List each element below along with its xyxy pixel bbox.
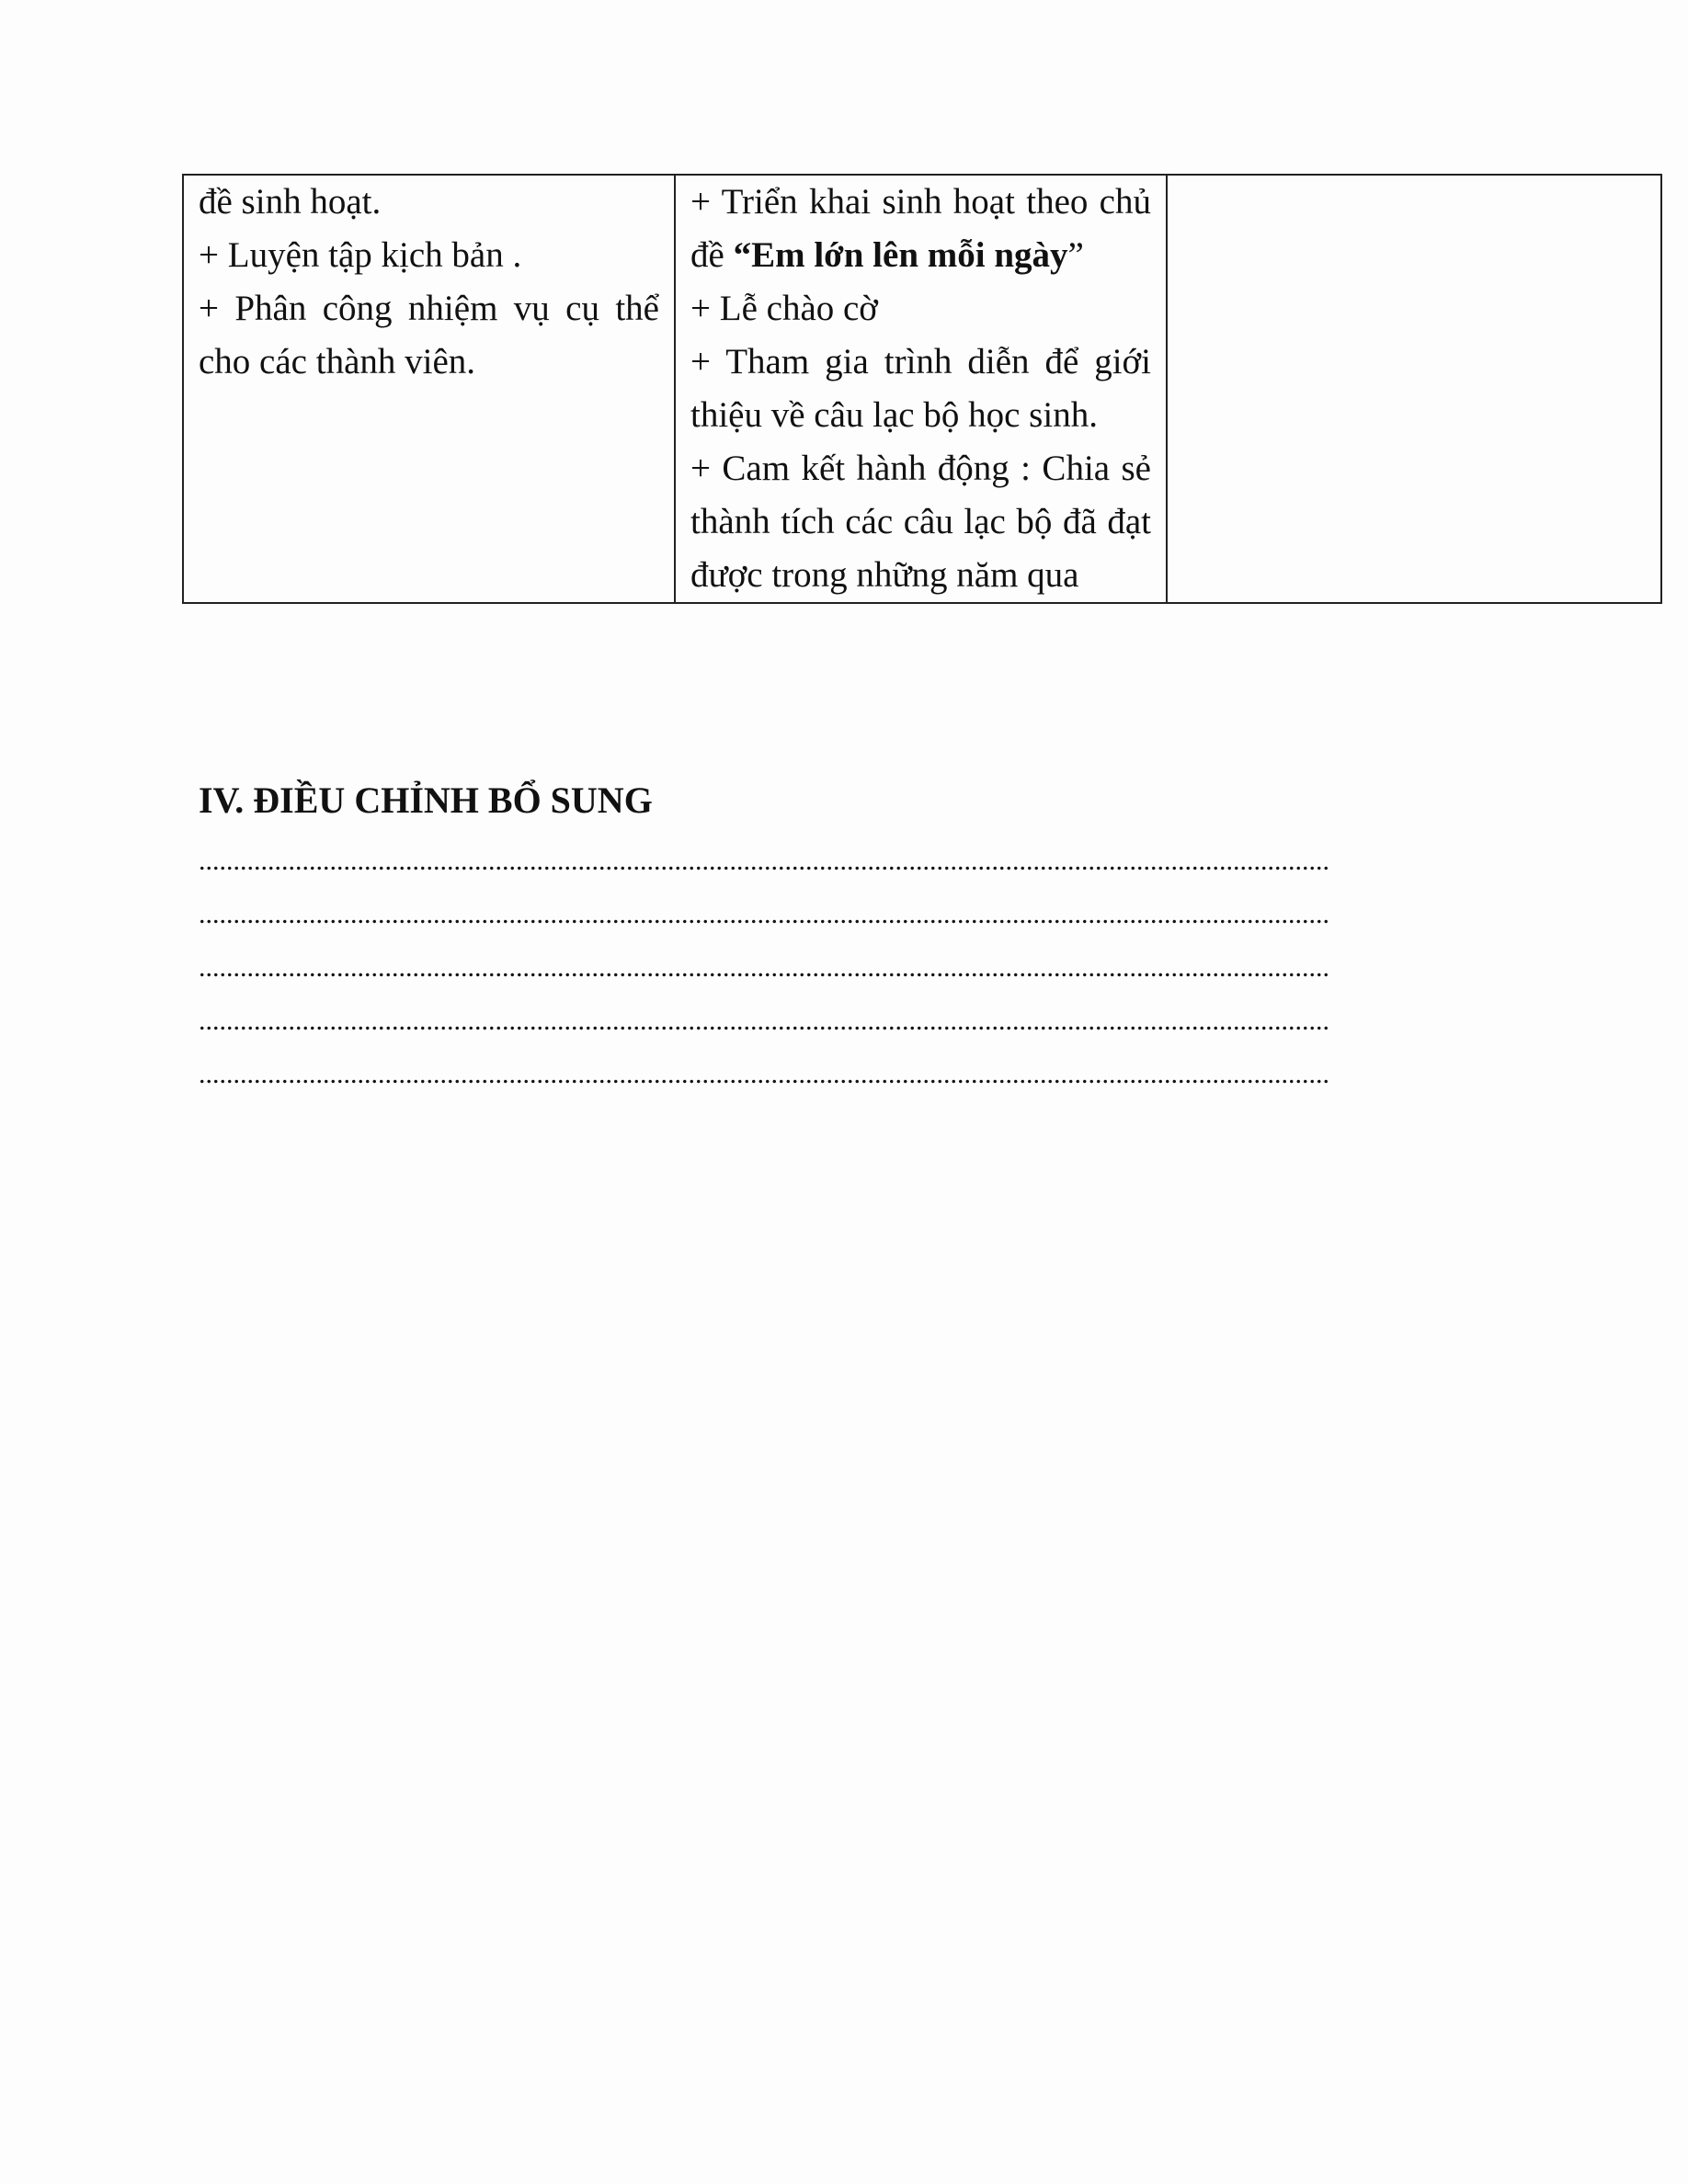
dotted-line: .................................................................................................................................................................... [199,1059,1329,1089]
dotted-line: .................................................................................................................................................................... [199,899,1329,929]
theme-prefix: + Triển khai sinh hoạt theo chủ đề [690,182,1151,275]
cell-line: + Tham gia trình diễn để giới thiệu về câu lạc bộ học sinh. [690,342,1151,435]
dotted-line: .................................................................................................................................................................... [199,952,1329,983]
section-heading: IV. ĐIỀU CHỈNH BỔ SUNG [199,779,653,821]
cell-line [690,176,1151,282]
activity-table [182,174,1662,604]
cell-line: + Cam kết hành động : Chia sẻ thành tích các câu lạc bộ đã đạt được trong những năm qua [690,449,1151,595]
table-cell-empty [1167,175,1661,603]
cell-line: + Phân công nhiệm vụ cụ thể cho các thành viên. [199,289,659,381]
dotted-line: .................................................................................................................................................................... [199,846,1329,876]
table-cell-preparation [183,175,675,603]
table-cell-activities [675,175,1167,603]
dotted-line: .................................................................................................................................................................... [199,1006,1329,1036]
theme-open-quote: “ [733,235,752,275]
table-row [183,175,1661,603]
cell-line: + Luyện tập kịch bản . [199,235,522,275]
theme-title: Em lớn lên mỗi ngày [751,235,1068,275]
theme-close-quote: ” [1067,235,1084,275]
cell-line: đề sinh hoạt. [199,182,382,222]
cell-line: + Lễ chào cờ [690,289,878,328]
